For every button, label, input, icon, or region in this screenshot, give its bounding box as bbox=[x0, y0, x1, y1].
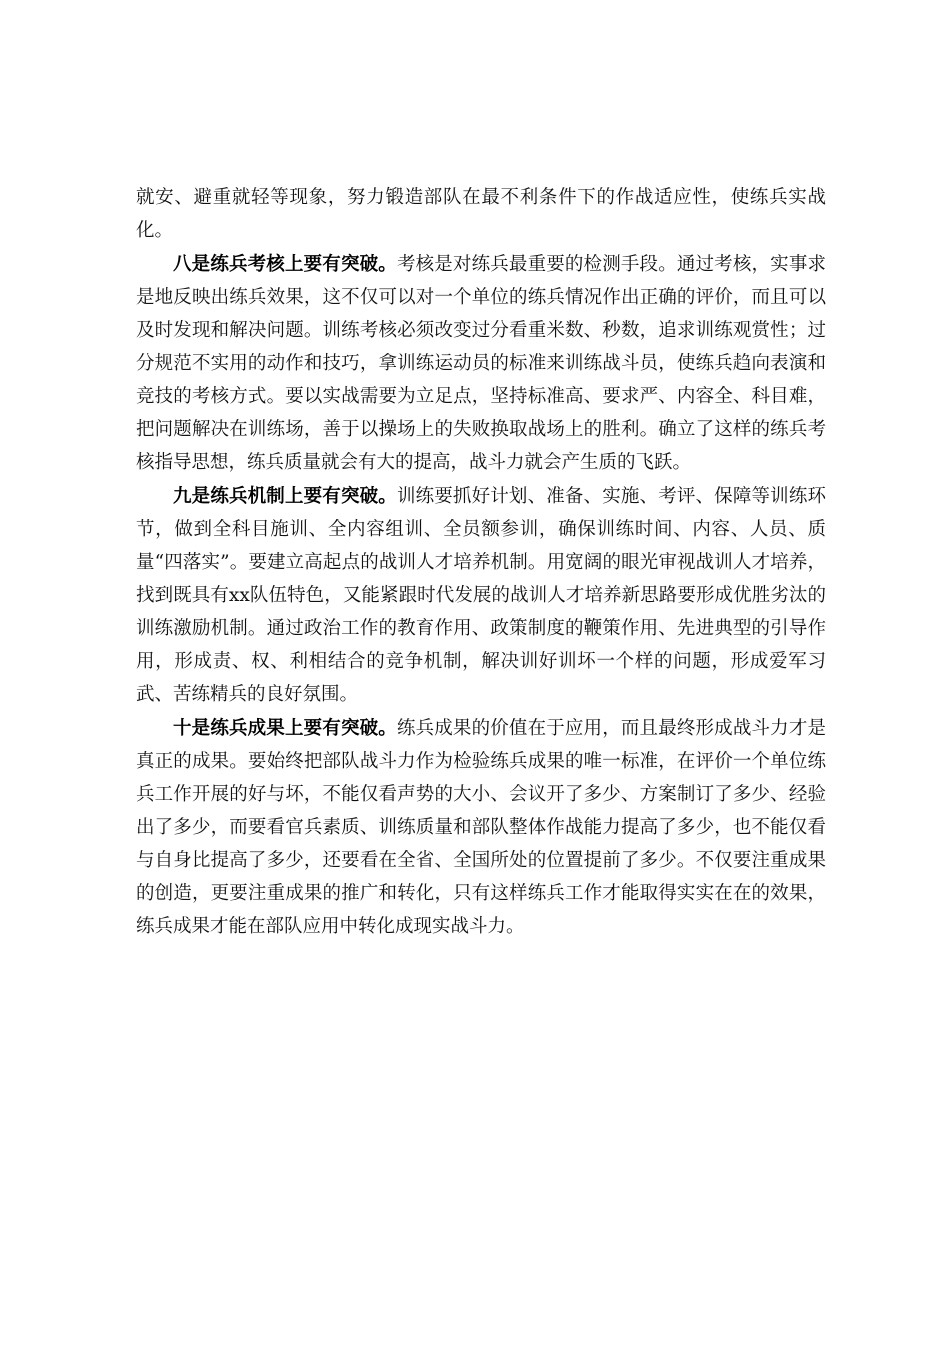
paragraph-lead-eight: 八是练兵考核上要有突破。 bbox=[173, 254, 397, 275]
paragraph-item-eight bbox=[136, 248, 826, 479]
document-body bbox=[136, 181, 826, 944]
paragraph-item-nine bbox=[136, 480, 826, 711]
paragraph-lead-ten: 十是练兵成果上要有突破。 bbox=[173, 718, 397, 739]
paragraph-lead-nine: 九是练兵机制上要有突破。 bbox=[173, 486, 397, 507]
paragraph-text-ten: 练兵成果的价值在于应用，而且最终形成战斗力才是真正的成果。要始终把部队战斗力作为检验练兵成果的唯一标准，在评价一个单位练兵工作开展的好与坏，不能仅看声势的大小、会议开了多少、方案制订了多少、经验出了多少，而要看官兵素质、训练质量和部队整体作战能力提高了多少，也不能仅看与自身比提高了多少，还要看在全省、全国所处的位置提前了多少。不仅要注重成果的创造，更要注重成果的推广和转化，只有这样练兵工作才能取得实实在在的效果，练兵成果才能在部队应用中转化成现实战斗力。 bbox=[136, 718, 826, 937]
paragraph-text-nine: 训练要抓好计划、准备、实施、考评、保障等训练环节，做到全科目施训、全内容组训、全员额参训，确保训练时间、内容、人员、质量“四落实”。要建立高起点的战训人才培养机制。用宽阔的眼光审视战训人才培养，找到既具有xx队伍特色，又能紧跟时代发展的战训人才培养新思路要形成优胜劣汰的训练激励机制。通过政治工作的教育作用、政策制度的鞭策作用、先进典型的引导作用，形成责、权、利相结合的竞争机制，解决训好训坏一个样的问题，形成爱军习武、苦练精兵的良好氛围。 bbox=[136, 486, 826, 705]
paragraph-item-ten bbox=[136, 712, 826, 943]
paragraph-text-eight: 考核是对练兵最重要的检测手段。通过考核，实事求是地反映出练兵效果，这不仅可以对一个单位的练兵情况作出正确的评价，而且可以及时发现和解决问题。训练考核必须改变过分看重米数、秒数，追求训练观赏性；过分规范不实用的动作和技巧，拿训练运动员的标准来训练战斗员，使练兵趋向表演和竞技的考核方式。要以实战需要为立足点，坚持标准高、要求严、内容全、科目难，把问题解决在训练场，善于以操场上的失败换取战场上的胜利。确立了这样的练兵考核指导思想，练兵质量就会有大的提高，战斗力就会产生质的飞跃。 bbox=[136, 254, 826, 473]
paragraph-continuation bbox=[136, 181, 826, 247]
paragraph-text: 就安、避重就轻等现象，努力锻造部队在最不利条件下的作战适应性，使练兵实战化。 bbox=[136, 187, 826, 241]
